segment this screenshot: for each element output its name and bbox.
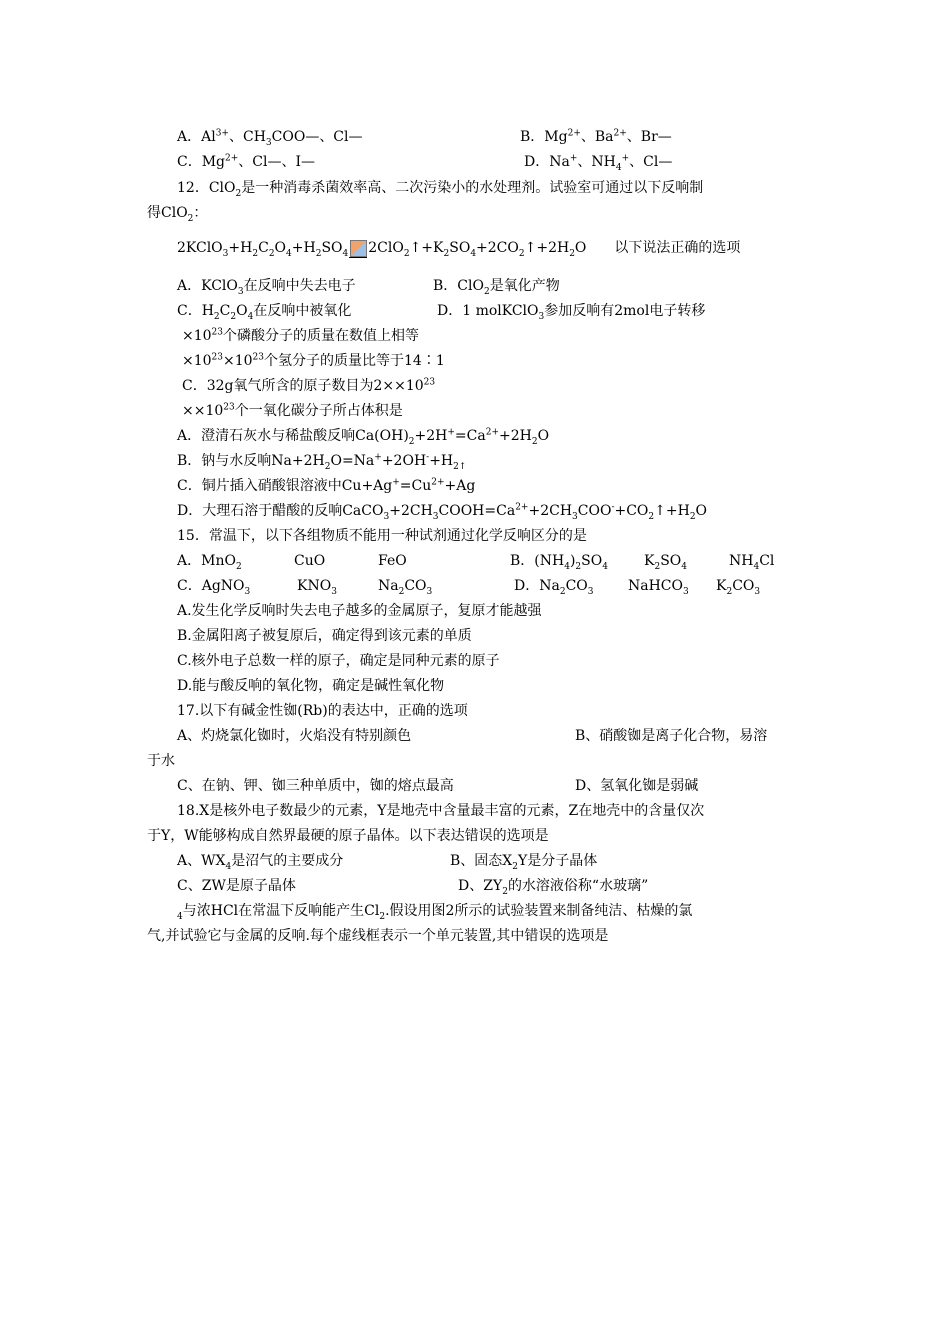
q18-option-c: C、ZW是原子晶体 — [177, 878, 296, 894]
q18-option-d: D、$ZY_2$的水溶液俗称“水玻璃” — [458, 878, 649, 897]
q16-option-d: D.能与酸反响的氧化物，确定是碱性氧化物 — [177, 678, 445, 694]
q14-option-a: A．澄清石灰水与稀盐酸反响$Ca(OH)_2+2H^+=Ca^{2+}+2H_2O$ — [177, 427, 550, 447]
q12-stem-line1: 12．ClO$_2$是一种消毒杀菌效率高、二次污染小的水处理剂。试验室可通过以下反响制 — [177, 180, 704, 199]
q15-b3: $NH_4Cl$ — [729, 553, 775, 572]
q16-option-b: B.金属阳离子被复原后，确定得到该元素的单质 — [177, 628, 472, 644]
q12-stem-line2: 得ClO$_2$： — [147, 205, 208, 224]
q12-equation: $2KClO_3+H_2C_2O_4+H_2SO_4$ $2ClO_2↑+K_2SO_4+2CO_2↑+2H_2O$ 以下说法正确的选项 — [177, 240, 741, 259]
q15-b1: B．$(NH_4)_2SO_4$ — [510, 553, 608, 572]
q15-c3: $Na_2CO_3$ — [378, 578, 433, 597]
q13-line4: $\times\times 10^{23}$个一氧化碳分子所占体积是 — [182, 402, 403, 419]
q17-stem: 17.以下有碱金性铷(Rb)的表达中，正确的选项 — [177, 703, 468, 719]
q11-option-d: D．Na+、$NH_4^+$、Cl— — [524, 153, 673, 173]
q14-option-c: C．铜片插入硝酸银溶液中$Cu+Ag^+=Cu^{2+}+Ag$ — [177, 477, 476, 494]
q13-line1: $\times 10^{23}$个磷酸分子的质量在数值上相等 — [182, 327, 419, 344]
q13-line3: C．32g氧气所含的原子数目为$2\times\times 10^{23}$ — [182, 377, 436, 394]
q18-option-a: A、$WX_4$是沼气的主要成分 — [177, 853, 344, 872]
reaction-condition-image-icon — [349, 240, 367, 258]
q15-c2: $KNO_3$ — [297, 578, 337, 597]
q15-stem: 15．常温下，以下各组物质不能用一种试剂通过化学反响区分的是 — [177, 528, 587, 544]
q17-option-d: D、氢氧化铷是弱碱 — [575, 778, 699, 794]
q15-row-cd — [177, 576, 897, 596]
q18-stem-line2: 于Y，W能够构成自然界最硬的原子晶体。以下表达错误的选项是 — [147, 828, 549, 844]
q15-row-ab — [177, 551, 897, 571]
q16-option-c: C.核外电子总数一样的原子，确定是同种元素的原子 — [177, 653, 500, 669]
q18-stem-line1: 18.X是核外电子数最少的元素，Y是地壳中含量最丰富的元素，Z在地壳中的含量仅次 — [177, 803, 705, 819]
q19-stem-line1: $_4$与浓HCl在常温下反响能产生$Cl_2$.假设用图2所示的试验装置来制备纯洁、枯燥的氯 — [177, 903, 693, 922]
q19-stem-line2: 气,并试验它与金属的反响.每个虚线框表示一个单元装置,其中错误的选项是 — [147, 928, 609, 944]
q11-option-c: C．$Mg^{2+}$、Cl—、I— — [177, 153, 316, 170]
q15-a3: FeO — [378, 553, 407, 569]
q12-option-d: D．1 molKClO$_3$参加反响有2mol电子转移 — [437, 303, 706, 322]
q17-option-c: C、在钠、钾、铷三种单质中，铷的熔点最高 — [177, 778, 454, 794]
q12-option-a: A．KClO$_3$在反响中失去电子 — [177, 278, 356, 297]
q17-option-a: A、灼烧氯化铷时，火焰没有特别颜色 — [177, 728, 412, 744]
q15-b2: $K_2SO_4$ — [644, 553, 688, 572]
q17-option-b: B、硝酸铷是离子化合物，易溶 — [575, 728, 768, 744]
q12-option-b: B．ClO$_2$是氧化产物 — [433, 278, 560, 297]
q15-d2: NaHCO$_3$ — [628, 578, 689, 597]
q15-d3: $K_2CO_3$ — [716, 578, 761, 597]
q14-option-b: B．钠与水反响$Na+2H_2O=Na^++2OH^-+H_{2↑}$ — [177, 452, 467, 472]
q15-c1: C．AgNO$_3$ — [177, 578, 251, 597]
q13-line2: $\times 10^{23}\times 10^{23}$个氢分子的质量比等于14∶1 — [182, 352, 445, 369]
q15-a2: CuO — [294, 553, 326, 569]
q12-option-c: C．$H_2C_2O_4$在反响中被氧化 — [177, 303, 352, 322]
q15-d1: D．$Na_2CO_3$ — [514, 578, 594, 597]
q16-option-a: A.发生化学反响时失去电子越多的金属原子，复原才能越强 — [177, 603, 542, 619]
q17-option-b-continued: 于水 — [147, 753, 175, 769]
q11-option-b: B．$Mg^{2+}$、$Ba^{2+}$、Br— — [520, 128, 672, 145]
q14-option-d: D．大理石溶于醋酸的反响$CaCO_3+2CH_3COOH=Ca^{2+}+2CH_3COO^-+CO_2↑+H_2O$ — [177, 502, 708, 522]
q15-a1: A．MnO$_2$ — [177, 553, 242, 572]
q11-option-a: A．$Al^{3+}$、$CH_3COO—$、Cl— — [177, 128, 363, 148]
q18-option-b: B、固态$X_2Y$是分子晶体 — [450, 853, 598, 872]
